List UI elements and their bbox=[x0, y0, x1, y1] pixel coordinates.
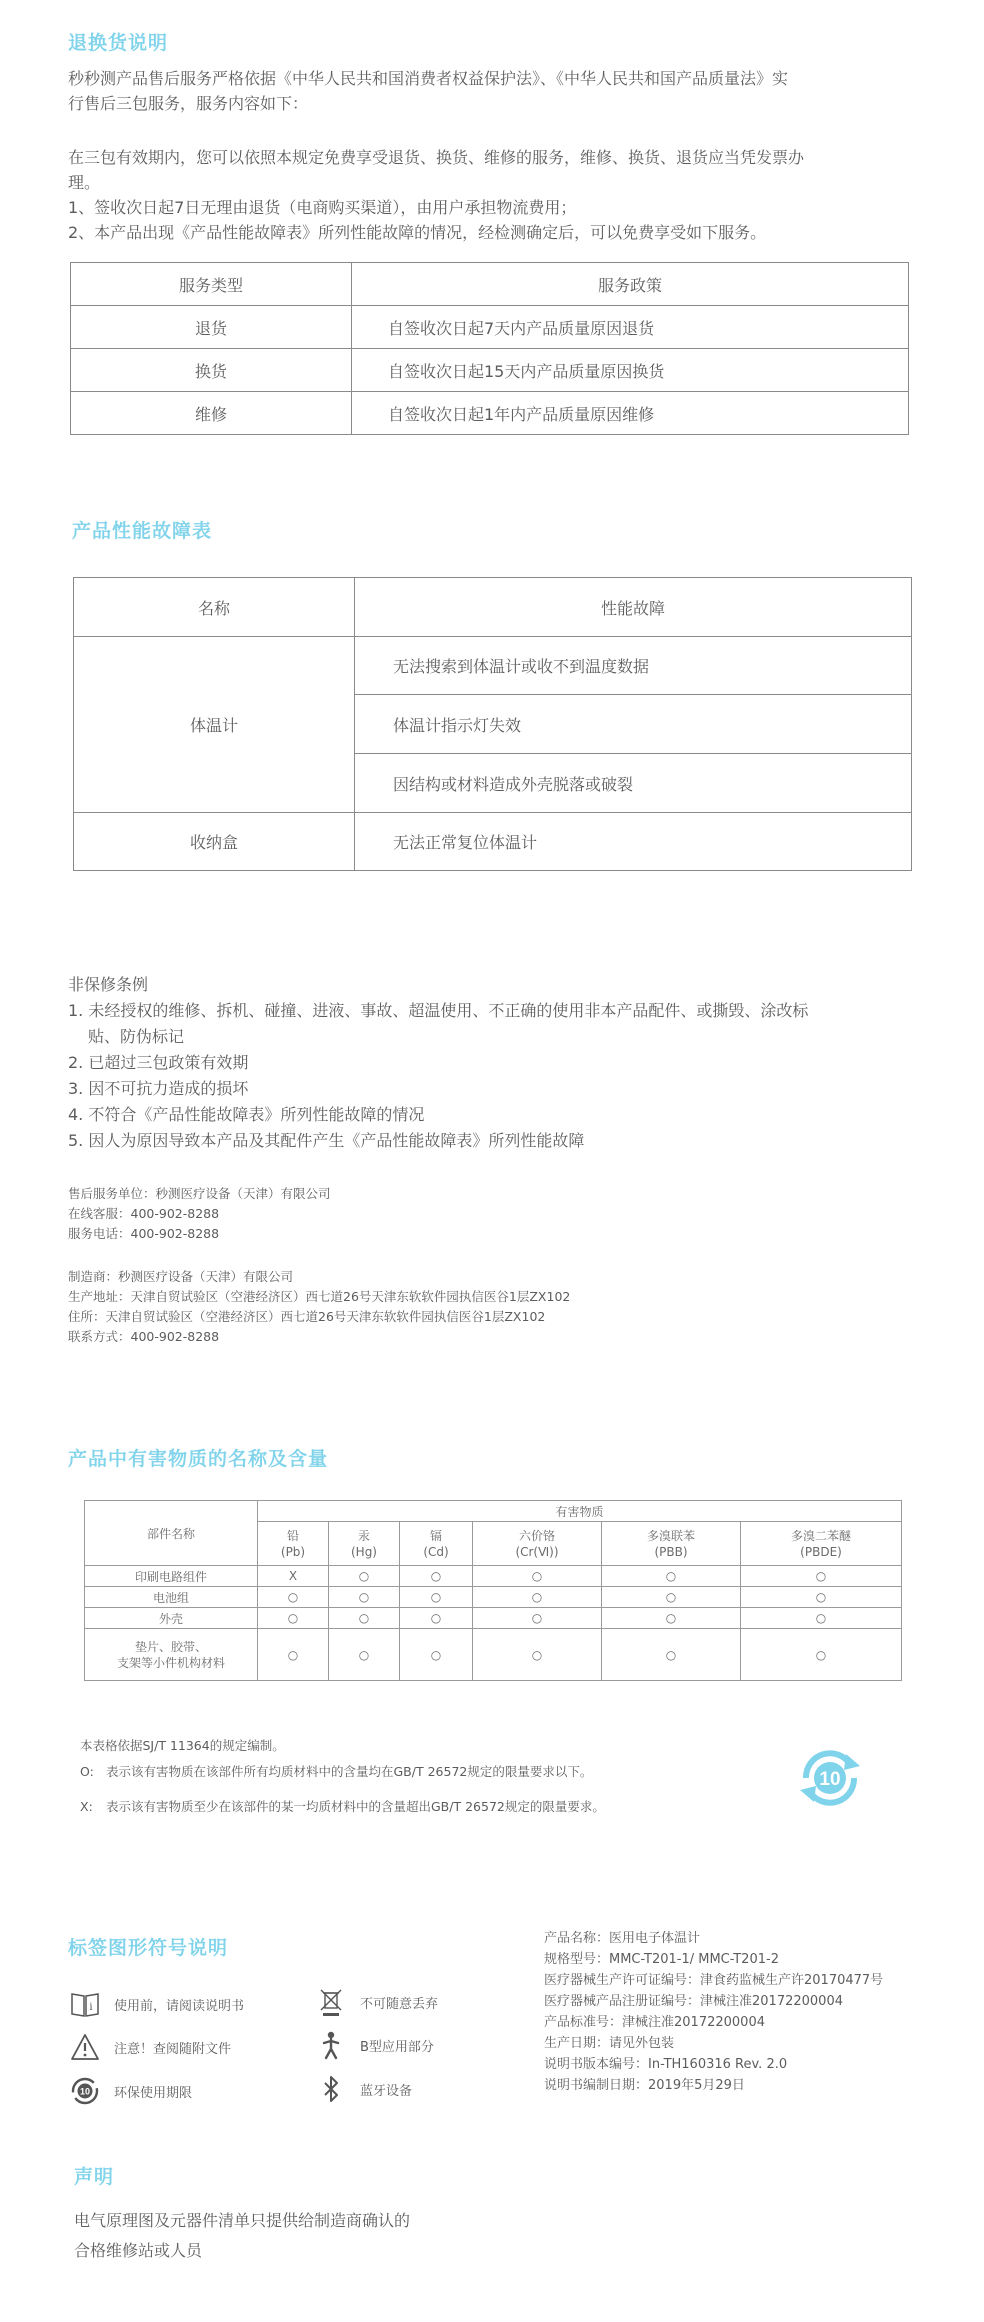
table-row bbox=[74, 637, 912, 695]
table-row bbox=[85, 1608, 902, 1629]
substance-symbol: (Pb) bbox=[280, 1544, 306, 1559]
symbol-label: 使用前，请阅读说明书 bbox=[114, 1998, 245, 2014]
substance-header bbox=[741, 1522, 902, 1566]
value-cell: ○ bbox=[400, 1608, 473, 1629]
product-info-line: 规格型号：MMC-T201-1/ MMC-T201-2 bbox=[544, 1952, 779, 1967]
value-cell: ○ bbox=[741, 1587, 902, 1608]
value-cell: ○ bbox=[473, 1566, 602, 1587]
substance-header bbox=[329, 1522, 400, 1566]
note-text: 表示该有害物质在该部件所有均质材料中的含量均在GB/T 26572规定的限量要求以下。 bbox=[106, 1764, 593, 1779]
substance-symbol: (PBB) bbox=[654, 1544, 688, 1559]
service-contact bbox=[68, 1184, 331, 1244]
returns-intro bbox=[68, 66, 948, 116]
table-row bbox=[85, 1587, 902, 1608]
substance-header bbox=[602, 1522, 741, 1566]
returns-item1: 1、签收次日起7日无理由退货（电商购买渠道），由用户承担物流费用； bbox=[68, 198, 577, 217]
returns-title: 退换货说明 bbox=[68, 32, 169, 54]
symbol-item bbox=[70, 2032, 231, 2062]
product-info bbox=[544, 1928, 883, 2096]
list-item: 贴、防伪标记 bbox=[88, 1027, 185, 1046]
value-cell: ○ bbox=[258, 1608, 329, 1629]
non-warranty-list bbox=[68, 998, 948, 1154]
residence-address: 住所：天津自贸试验区（空港经济区）西七道26号天津东软软件园执信医谷1层ZX102 bbox=[68, 1309, 546, 1324]
product-info-line: 生产日期：请见外包装 bbox=[544, 2036, 675, 2051]
returns-para2 bbox=[68, 145, 948, 245]
value-cell: ○ bbox=[329, 1629, 400, 1681]
symbols-title: 标签图形符号说明 bbox=[68, 1937, 229, 1959]
substance-header bbox=[258, 1522, 329, 1566]
part-cell: 印刷电路组件 bbox=[85, 1566, 258, 1587]
list-item: 5. 因人为原因导致本产品及其配件产生《产品性能故障表》所列性能故障 bbox=[68, 1131, 585, 1150]
value-cell: ○ bbox=[258, 1587, 329, 1608]
returns-table bbox=[70, 262, 909, 435]
symbol-item bbox=[316, 2074, 412, 2104]
non-warranty-title: 非保修条例 bbox=[68, 975, 149, 994]
value-cell: ○ bbox=[602, 1629, 741, 1681]
symbol-item bbox=[316, 2030, 434, 2060]
hazard-header-row bbox=[85, 1501, 902, 1522]
symbol-item bbox=[70, 2076, 192, 2106]
thermometer-cell: 体温计 bbox=[74, 637, 355, 813]
value-cell: ○ bbox=[473, 1608, 602, 1629]
value-cell: ○ bbox=[400, 1566, 473, 1587]
epup-10-logo-icon bbox=[792, 1740, 868, 1816]
returns-policy-cell: 自签收次日起15天内产品质量原因换货 bbox=[352, 349, 909, 392]
returns-header-policy: 服务政策 bbox=[352, 263, 909, 306]
symbol-item bbox=[70, 1989, 244, 2019]
table-row bbox=[71, 392, 909, 435]
product-info-line: 说明书版本编号：In-TH160316 Rev. 2.0 bbox=[544, 2057, 788, 2072]
hazard-note-x bbox=[80, 1797, 605, 1815]
symbol-label: 注意！查阅随附文件 bbox=[114, 2041, 232, 2057]
substance-name: 镉 bbox=[429, 1528, 442, 1543]
statement-line1: 电气原理图及元器件清单只提供给制造商确认的 bbox=[74, 2211, 411, 2230]
statement-line2: 合格维修站或人员 bbox=[74, 2241, 203, 2260]
product-info-line: 产品标准号：津械注准20172200004 bbox=[544, 2015, 765, 2030]
value-cell: ○ bbox=[258, 1629, 329, 1681]
value-cell: ○ bbox=[602, 1566, 741, 1587]
online-service: 在线客服：400-902-8288 bbox=[68, 1206, 220, 1221]
list-item: 4. 不符合《产品性能故障表》所列性能故障的情况 bbox=[68, 1105, 425, 1124]
warning-triangle-icon bbox=[70, 2032, 100, 2062]
epup-number: 10 bbox=[79, 2086, 91, 2097]
table-row bbox=[74, 813, 912, 871]
value-cell: ○ bbox=[741, 1566, 902, 1587]
part-cell bbox=[85, 1629, 258, 1681]
value-cell: ○ bbox=[602, 1587, 741, 1608]
manufacturer: 制造商：秒测医疗设备（天津）有限公司 bbox=[68, 1269, 294, 1284]
value-cell: ○ bbox=[400, 1629, 473, 1681]
part-line: 支架等小件机构材料 bbox=[116, 1655, 225, 1670]
substance-symbol: (Cr(Ⅵ)) bbox=[515, 1544, 559, 1559]
symbol-label: 环保使用期限 bbox=[114, 2085, 193, 2101]
returns-item2: 2、本产品出现《产品性能故障表》所列性能故障的情况，经检测确定后，可以免费享受如下服务。 bbox=[68, 223, 767, 242]
faults-header-fault: 性能故障 bbox=[355, 578, 912, 637]
statement-text bbox=[74, 2206, 410, 2266]
note-text: 表示该有害物质至少在该部件的某一均质材料中的含量超出GB/T 26572规定的限量要求。 bbox=[106, 1799, 605, 1814]
service-phone: 服务电话：400-902-8288 bbox=[68, 1226, 220, 1241]
substance-group-header: 有害物质 bbox=[258, 1501, 902, 1522]
returns-header-type: 服务类型 bbox=[71, 263, 352, 306]
returns-type-cell: 维修 bbox=[71, 392, 352, 435]
table-row bbox=[71, 306, 909, 349]
part-line: 垫片、胶带、 bbox=[134, 1639, 207, 1654]
product-info-line: 医疗器械生产许可证编号：津食药监械生产许20170477号 bbox=[544, 1973, 884, 1988]
type-b-person-icon bbox=[316, 2030, 346, 2060]
returns-policy-cell: 自签收次日起1年内产品质量原因维修 bbox=[352, 392, 909, 435]
value-cell: ○ bbox=[400, 1587, 473, 1608]
returns-policy-cell: 自签收次日起7天内产品质量原因退货 bbox=[352, 306, 909, 349]
crossed-bin-icon bbox=[316, 1987, 346, 2017]
substance-symbol: (Cd) bbox=[423, 1544, 449, 1559]
faults-title: 产品性能故障表 bbox=[72, 520, 213, 542]
hazard-table bbox=[84, 1500, 902, 1681]
symbol-label: B型应用部分 bbox=[360, 2039, 434, 2055]
substance-name: 六价铬 bbox=[518, 1528, 555, 1543]
symbol-item bbox=[316, 1987, 438, 2017]
faults-header-name: 名称 bbox=[74, 578, 355, 637]
case-cell: 收纳盒 bbox=[74, 813, 355, 871]
hazard-note-o bbox=[80, 1762, 592, 1780]
substance-header bbox=[400, 1522, 473, 1566]
returns-para2-line2: 理。 bbox=[68, 173, 101, 192]
note-key: X: bbox=[80, 1799, 93, 1814]
faults-table-header bbox=[74, 578, 912, 637]
epup-number: 10 bbox=[819, 1769, 841, 1790]
value-cell: ○ bbox=[329, 1587, 400, 1608]
value-cell: ○ bbox=[329, 1566, 400, 1587]
note-key: O: bbox=[80, 1764, 94, 1779]
service-unit: 售后服务单位：秒测医疗设备（天津）有限公司 bbox=[68, 1186, 331, 1201]
value-cell: X bbox=[258, 1566, 329, 1587]
hazard-note-standard: 本表格依据SJ/T 11364的规定编制。 bbox=[80, 1738, 285, 1753]
substance-symbol: (Hg) bbox=[350, 1544, 377, 1559]
value-cell: ○ bbox=[602, 1608, 741, 1629]
hazard-title: 产品中有害物质的名称及含量 bbox=[68, 1448, 329, 1470]
symbol-label: 蓝牙设备 bbox=[360, 2083, 413, 2099]
fault-cell: 因结构或材料造成外壳脱落或破裂 bbox=[355, 754, 912, 813]
faults-table bbox=[73, 577, 912, 871]
manual-book-icon bbox=[70, 1989, 100, 2019]
fault-cell: 无法搜索到体温计或收不到温度数据 bbox=[355, 637, 912, 695]
table-row bbox=[85, 1629, 902, 1681]
substance-name: 汞 bbox=[357, 1528, 370, 1543]
manufacturer-info bbox=[68, 1267, 570, 1347]
list-item: 2. 已超过三包政策有效期 bbox=[68, 1053, 249, 1072]
substance-symbol: (PBDE) bbox=[800, 1544, 842, 1559]
returns-type-cell: 换货 bbox=[71, 349, 352, 392]
bluetooth-icon bbox=[316, 2074, 346, 2104]
symbol-label: 不可随意丢弃 bbox=[360, 1996, 439, 2012]
table-row bbox=[71, 349, 909, 392]
production-address: 生产地址：天津自贸试验区（空港经济区）西七道26号天津东软软件园执信医谷1层ZX102 bbox=[68, 1289, 571, 1304]
value-cell: ○ bbox=[473, 1587, 602, 1608]
svg-text:i: i bbox=[89, 2002, 93, 2013]
value-cell: ○ bbox=[741, 1629, 902, 1681]
part-cell: 外壳 bbox=[85, 1608, 258, 1629]
value-cell: ○ bbox=[329, 1608, 400, 1629]
part-cell: 电池组 bbox=[85, 1587, 258, 1608]
value-cell: ○ bbox=[473, 1629, 602, 1681]
returns-intro-line2: 行售后三包服务，服务内容如下： bbox=[68, 94, 309, 113]
substance-name: 铅 bbox=[286, 1528, 299, 1543]
value-cell: ○ bbox=[741, 1608, 902, 1629]
returns-para2-line1: 在三包有效期内，您可以依照本规定免费享受退货、换货、维修的服务，维修、换货、退货应当凭发票办 bbox=[68, 148, 805, 167]
part-header: 部件名称 bbox=[85, 1501, 258, 1566]
list-item: 1. 未经授权的维修、拆机、碰撞、进液、事故、超温使用、不正确的使用非本产品配件、或撕毁、涂改标 bbox=[68, 1001, 809, 1020]
fault-cell: 无法正常复位体温计 bbox=[355, 813, 912, 871]
substance-name: 多溴二苯醚 bbox=[790, 1528, 851, 1543]
substance-header bbox=[473, 1522, 602, 1566]
statement-title: 声明 bbox=[74, 2166, 115, 2188]
returns-type-cell: 退货 bbox=[71, 306, 352, 349]
product-info-line: 医疗器械产品注册证编号：津械注准20172200004 bbox=[544, 1994, 843, 2009]
product-info-line: 说明书编制日期：2019年5月29日 bbox=[544, 2078, 745, 2093]
substance-name: 多溴联苯 bbox=[646, 1528, 695, 1543]
contact-method: 联系方式：400-902-8288 bbox=[68, 1329, 220, 1344]
table-row bbox=[85, 1566, 902, 1587]
returns-table-header bbox=[71, 263, 909, 306]
returns-intro-line1: 秒秒测产品售后服务严格依据《中华人民共和国消费者权益保护法》、《中华人民共和国产品质量法》实 bbox=[68, 69, 789, 88]
epup-10-icon bbox=[70, 2076, 100, 2106]
product-info-line: 产品名称：医用电子体温计 bbox=[544, 1931, 701, 1946]
fault-cell: 体温计指示灯失效 bbox=[355, 695, 912, 754]
list-item: 3. 因不可抗力造成的损坏 bbox=[68, 1079, 249, 1098]
